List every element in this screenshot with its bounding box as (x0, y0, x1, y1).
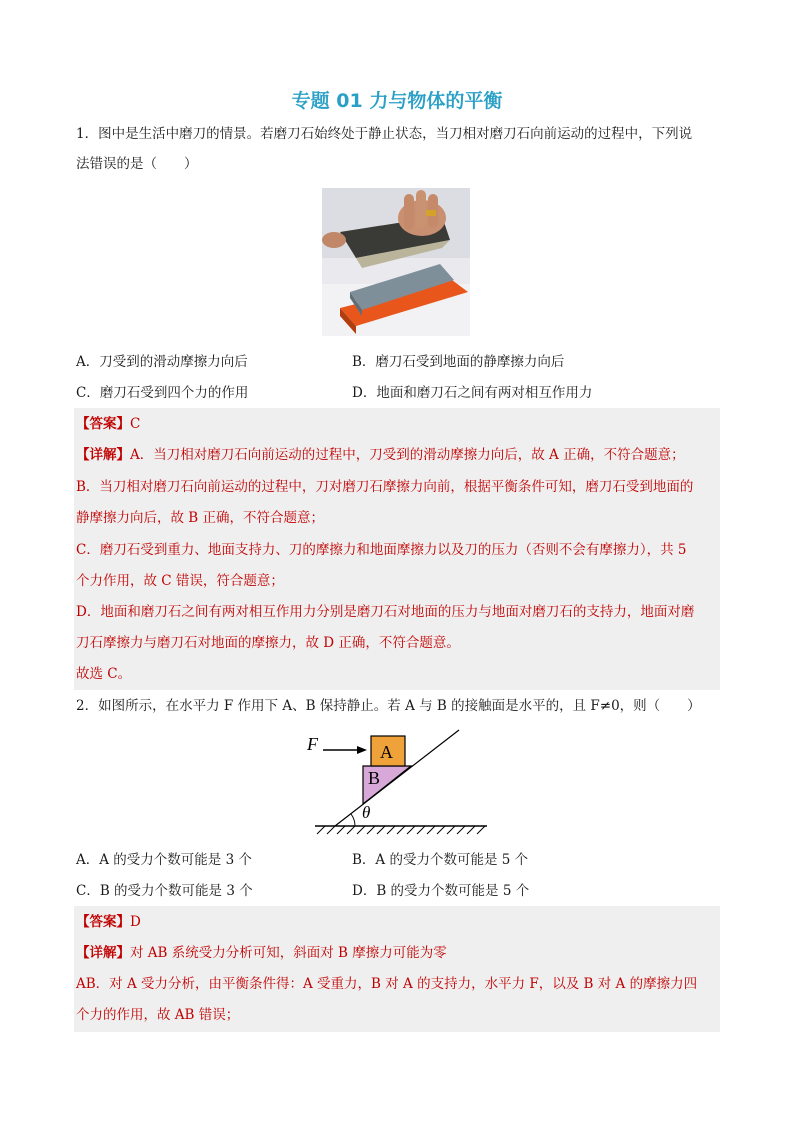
ground-hatching (317, 826, 485, 834)
q1-detail-line-4: C．磨刀石受到重力、地面支持力、刀的摩擦力和地面摩擦力以及刀的压力（否则不会有摩擦力），共 5 (76, 542, 687, 558)
q2-option-d: D．B 的受力个数可能是 5 个 (352, 883, 530, 899)
force-label: F (307, 734, 318, 754)
q1-option-b: B．磨刀石受到地面的静摩擦力向后 (352, 354, 565, 370)
knife-sharpening-photo (322, 188, 470, 336)
q2-stem: 2．如图所示，在水平力 F 作用下 A、B 保持静止。若 A 与 B 的接触面是水平的，且 F≠0，则（ ） (76, 698, 701, 714)
q1-stem-line2: 法错误的是（ ） (76, 156, 198, 172)
q1-option-d: D．地面和磨刀石之间有两对相互作用力 (352, 385, 593, 401)
q2-answer-tag: 【答案】 (76, 914, 130, 930)
q2-detail-line-2: AB．对 A 受力分析，由平衡条件得：A 受重力，B 对 A 的支持力，水平力 F，以及 B 对 A 的摩擦力四 (76, 976, 698, 992)
q1-option-a: A．刀受到的滑动摩擦力向后 (76, 354, 248, 370)
q1-detail-line-5: 个力作用，故 C 错误，符合题意； (76, 573, 284, 589)
q2-option-b: B．A 的受力个数可能是 5 个 (352, 852, 529, 868)
angle-label: θ (362, 803, 371, 822)
q1-answer-tag: 【答案】 (76, 416, 130, 432)
q1-detail-tag: 【详解】 (76, 447, 130, 463)
page-title: 专题 01 力与物体的平衡 (291, 90, 503, 112)
q1-detail-line-2: B．当刀相对磨刀石向前运动的过程中，刀对磨刀石摩擦力向前，根据平衡条件可知，磨刀石受到地面的 (76, 479, 694, 495)
q2-detail-line-1: 【详解】对 AB 系统受力分析可知，斜面对 B 摩擦力可能为零 (76, 945, 447, 961)
angle-arc (351, 814, 355, 826)
block-b-label: B (368, 768, 381, 788)
q2-answer (76, 912, 141, 932)
q1-detail-line-1: 【详解】A．当刀相对磨刀石向前运动的过程中，刀受到的滑动摩擦力向后，故 A 正确，不符合题意； (76, 447, 685, 463)
block-a-label: A (380, 742, 393, 762)
force-arrow-head (357, 746, 367, 754)
q1-detail-line-6: D．地面和磨刀石之间有两对相互作用力分别是磨刀石对地面的压力与地面对磨刀石的支持力，地面对磨 (76, 604, 695, 620)
q2-answer-value: D (130, 914, 141, 930)
q1-detail-line-3: 静摩擦力向后，故 B 正确，不符合题意； (76, 510, 325, 526)
q1-answer-value: C (130, 416, 141, 432)
q2-detail-line-3: 个力的作用，故 AB 错误； (76, 1007, 240, 1023)
q1-detail-line-7: 刀石摩擦力与磨刀石对地面的摩擦力，故 D 正确，不符合题意。 (76, 635, 460, 651)
q2-option-c: C．B 的受力个数可能是 3 个 (76, 883, 253, 899)
q1-option-c: C．磨刀石受到四个力的作用 (76, 385, 249, 401)
q1-stem-line1: 1．图中是生活中磨刀的情景。若磨刀石始终处于静止状态，当刀相对磨刀石向前运动的过程中，下列说 (76, 126, 693, 142)
q2-option-a: A．A 的受力个数可能是 3 个 (76, 852, 252, 868)
q1-answer (76, 414, 140, 434)
q1-detail-line-8: 故选 C。 (76, 666, 132, 682)
q2-detail-tag: 【详解】 (76, 945, 130, 961)
incline-diagram (305, 728, 495, 836)
